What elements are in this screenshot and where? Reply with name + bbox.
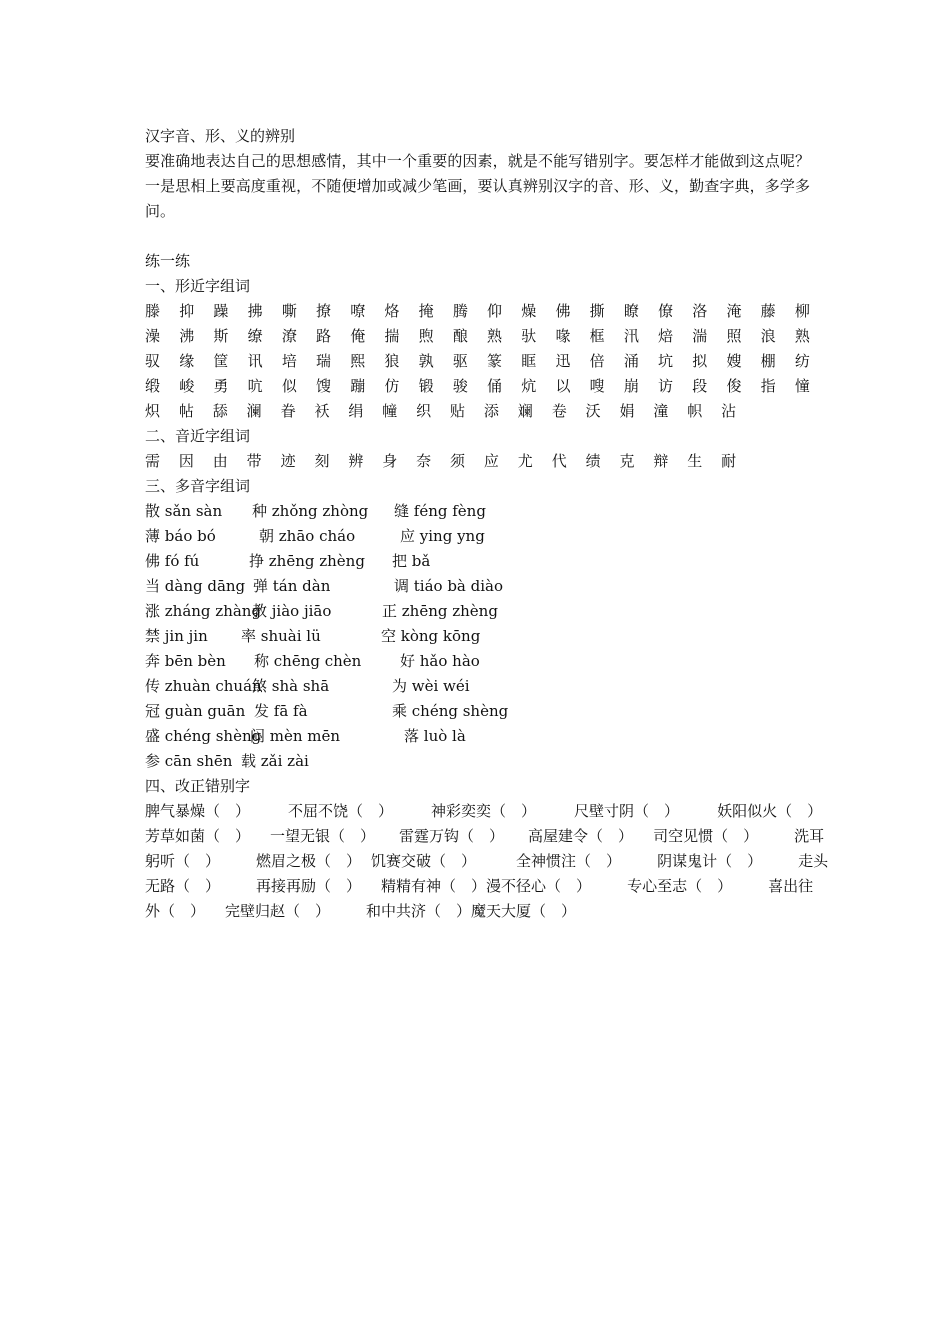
char-item: 吭 xyxy=(247,377,263,395)
char-item: 湍 xyxy=(692,327,708,345)
document-title: 汉字音、形、义的辨别 xyxy=(145,127,296,145)
char-item: 嘶 xyxy=(281,302,297,320)
char-item: 澜 xyxy=(246,402,262,420)
exercise-row xyxy=(145,799,823,824)
char-item: 筐 xyxy=(213,352,229,370)
polyphone-entry: 教 jiào jiāo xyxy=(252,602,332,620)
char-row xyxy=(145,374,810,399)
char-item: 潼 xyxy=(653,402,669,420)
char-item: 蹦 xyxy=(350,377,366,395)
char-item: 舔 xyxy=(212,402,228,420)
char-item: 藤 xyxy=(760,302,776,320)
exercise-item: 全神惯注（ ） xyxy=(516,852,622,870)
exercise-item: 洗耳 xyxy=(794,827,825,845)
char-item: 抑 xyxy=(179,302,195,320)
char-item: 躁 xyxy=(213,302,229,320)
polyphone-entry: 称 chēng chèn xyxy=(254,652,362,670)
char-item: 滕 xyxy=(145,302,161,320)
char-item: 熙 xyxy=(350,352,366,370)
exercise-item: 雷霆万钩（ ） xyxy=(399,827,505,845)
polyphone-entry: 种 zhǒng zhòng xyxy=(252,502,369,520)
char-item: 孰 xyxy=(418,352,434,370)
char-item: 带 xyxy=(246,452,262,470)
char-row xyxy=(145,349,810,374)
exercise-item: 高屋建令（ ） xyxy=(528,827,634,845)
char-item: 崩 xyxy=(623,377,639,395)
char-item: 浪 xyxy=(760,327,776,345)
polyphone-entry: 发 fā fà xyxy=(254,702,308,720)
polyphone-entry: 把 bǎ xyxy=(392,552,431,570)
char-item: 勇 xyxy=(213,377,229,395)
char-item: 熟 xyxy=(794,327,810,345)
polyphone-entry: 落 luò là xyxy=(404,727,466,745)
char-item: 添 xyxy=(483,402,499,420)
char-item: 因 xyxy=(178,452,194,470)
char-item: 瑞 xyxy=(316,352,332,370)
polyphone-row xyxy=(145,524,810,549)
char-item: 烙 xyxy=(384,302,400,320)
char-item: 倍 xyxy=(589,352,605,370)
char-item: 缘 xyxy=(179,352,195,370)
polyphone-entry: 率 shuài lü xyxy=(241,627,321,645)
char-item: 幢 xyxy=(382,402,398,420)
polyphone-entry: 调 tiáo bà diào xyxy=(394,577,504,595)
char-item: 袄 xyxy=(314,402,330,420)
char-item: 瞭 xyxy=(623,302,639,320)
polyphone-entry: 闷 mèn mēn xyxy=(250,727,341,745)
exercise-item: 司空见惯（ ） xyxy=(653,827,759,845)
char-item: 澡 xyxy=(145,327,161,345)
char-item: 俑 xyxy=(487,377,503,395)
char-item: 织 xyxy=(416,402,432,420)
char-item: 峻 xyxy=(179,377,195,395)
char-row xyxy=(145,449,810,474)
char-item: 斯 xyxy=(213,327,229,345)
char-item: 涌 xyxy=(623,352,639,370)
char-item: 生 xyxy=(687,452,703,470)
section1-heading: 一、形近字组词 xyxy=(145,277,251,295)
polyphone-entry: 正 zhēng zhèng xyxy=(382,602,498,620)
exercise-item: 一望无银（ ） xyxy=(270,827,376,845)
section2-heading: 二、音近字组词 xyxy=(145,427,251,445)
char-item: 俺 xyxy=(350,327,366,345)
polyphone-entry: 奔 bēn bèn xyxy=(145,652,226,670)
char-item: 指 xyxy=(760,377,776,395)
char-item: 嘹 xyxy=(350,302,366,320)
char-item: 路 xyxy=(316,327,332,345)
char-item: 僚 xyxy=(658,302,674,320)
char-item: 炕 xyxy=(521,377,537,395)
char-item: 刻 xyxy=(314,452,330,470)
polyphone-entry: 传 zhuàn chuán xyxy=(145,677,262,695)
polyphone-entry: 挣 zhēng zhèng xyxy=(249,552,365,570)
polyphone-entry: 涨 zháng zhàng xyxy=(145,602,262,620)
char-item: 培 xyxy=(281,352,297,370)
char-item: 讯 xyxy=(247,352,263,370)
polyphone-entry: 薄 báo bó xyxy=(145,527,216,545)
char-item: 沾 xyxy=(721,402,737,420)
polyphone-entry: 盛 chéng shèng xyxy=(145,727,262,745)
exercise-row xyxy=(145,849,829,874)
char-item: 淹 xyxy=(726,302,742,320)
polyphone-entry: 为 wèi wéi xyxy=(392,677,470,695)
exercise-item: 躬听（ ） xyxy=(145,852,221,870)
char-item: 需 xyxy=(145,452,161,470)
char-item: 眷 xyxy=(280,402,296,420)
char-item: 框 xyxy=(589,327,605,345)
char-item: 身 xyxy=(382,452,398,470)
char-item: 驮 xyxy=(521,327,537,345)
char-item: 煦 xyxy=(418,327,434,345)
polyphone-row xyxy=(145,699,810,724)
char-item: 骏 xyxy=(452,377,468,395)
char-item: 迅 xyxy=(555,352,571,370)
polyphone-entry: 禁 jin jin xyxy=(145,627,208,645)
polyphone-entry: 应 ying yng xyxy=(400,527,485,545)
char-item: 眶 xyxy=(521,352,537,370)
polyphone-entry: 冠 guàn guān xyxy=(145,702,246,720)
section2-grid xyxy=(145,449,810,474)
char-item: 洛 xyxy=(692,302,708,320)
polyphone-entry: 参 cān shēn xyxy=(145,752,233,770)
polyphone-entry: 空 kòng kōng xyxy=(381,627,481,645)
polyphone-row xyxy=(145,749,810,774)
exercise-item: 饥赛交破（ ） xyxy=(371,852,477,870)
char-item: 代 xyxy=(551,452,567,470)
exercise-item: 走头 xyxy=(798,852,829,870)
polyphone-row xyxy=(145,649,810,674)
exercise-item: 漫不径心（ ） xyxy=(486,877,592,895)
char-item: 坑 xyxy=(658,352,674,370)
char-item: 炽 xyxy=(145,402,161,420)
section4-list xyxy=(145,799,829,924)
char-item: 掩 xyxy=(418,302,434,320)
exercise-item: 尺壁寸阴（ ） xyxy=(574,802,680,820)
char-item: 喙 xyxy=(555,327,571,345)
char-item: 照 xyxy=(726,327,742,345)
polyphone-row xyxy=(145,724,810,749)
polyphone-entry: 佛 fó fú xyxy=(145,552,200,570)
char-item: 嗖 xyxy=(589,377,605,395)
char-item: 缭 xyxy=(247,327,263,345)
exercise-item: 阴谋鬼计（ ） xyxy=(657,852,763,870)
char-item: 俊 xyxy=(726,377,742,395)
char-item: 焙 xyxy=(658,327,674,345)
polyphone-entry: 散 sǎn sàn xyxy=(145,502,223,520)
char-item: 帖 xyxy=(178,402,194,420)
char-item: 腾 xyxy=(452,302,468,320)
char-item: 撕 xyxy=(589,302,605,320)
char-row xyxy=(145,399,810,424)
char-item: 斓 xyxy=(517,402,533,420)
char-item: 贴 xyxy=(450,402,466,420)
char-item: 仿 xyxy=(384,377,400,395)
exercise-item: 专心至志（ ） xyxy=(627,877,733,895)
char-item: 卷 xyxy=(551,402,567,420)
polyphone-row xyxy=(145,599,810,624)
char-item: 尤 xyxy=(517,452,533,470)
polyphone-entry: 朝 zhāo cháo xyxy=(259,527,356,545)
char-item: 驱 xyxy=(452,352,468,370)
intro-paragraph: 要准确地表达自己的思想感情，其中一个重要的因素，就是不能写错别字。要怎样才能做到这点呢？一是思相上要高度重视，不随便增加或减少笔画，要认真辨别汉字的音、形、义，勤查字典，多学多问。 xyxy=(145,152,810,220)
char-item: 克 xyxy=(619,452,635,470)
blank-line xyxy=(145,224,810,249)
char-item: 憧 xyxy=(794,377,810,395)
exercise-item: 无路（ ） xyxy=(145,877,221,895)
polyphone-entry: 弹 tán dàn xyxy=(253,577,331,595)
char-item: 纺 xyxy=(794,352,810,370)
char-item: 辩 xyxy=(653,452,669,470)
document-page xyxy=(145,124,829,924)
exercise-item: 和中共济（ ） xyxy=(366,902,472,920)
exercise-row xyxy=(145,824,825,849)
char-item: 沃 xyxy=(585,402,601,420)
polyphone-row xyxy=(145,549,810,574)
polyphone-entry: 载 zǎi zài xyxy=(241,752,309,770)
polyphone-row xyxy=(145,674,810,699)
exercise-item: 完壁归赵（ ） xyxy=(225,902,331,920)
char-item: 佛 xyxy=(555,302,571,320)
char-item: 狼 xyxy=(384,352,400,370)
exercise-item: 精精有神（ ） xyxy=(381,877,487,895)
char-item: 揣 xyxy=(384,327,400,345)
exercise-row xyxy=(145,899,810,924)
exercise-row xyxy=(145,874,814,899)
polyphone-row xyxy=(145,624,810,649)
char-item: 酿 xyxy=(452,327,468,345)
exercise-item: 脾气暴燥（ ） xyxy=(145,802,251,820)
exercise-item: 不屈不饶（ ） xyxy=(288,802,394,820)
char-item: 应 xyxy=(483,452,499,470)
exercise-item: 外（ ） xyxy=(145,902,206,920)
polyphone-row xyxy=(145,499,810,524)
section4-heading: 四、改正错别字 xyxy=(145,777,251,795)
exercise-item: 燃眉之极（ ） xyxy=(256,852,362,870)
char-item: 以 xyxy=(555,377,571,395)
exercise-item: 妖阳似火（ ） xyxy=(717,802,823,820)
char-item: 缎 xyxy=(145,377,161,395)
char-item: 潦 xyxy=(281,327,297,345)
section1-grid xyxy=(145,299,810,424)
char-item: 由 xyxy=(212,452,228,470)
char-item: 段 xyxy=(692,377,708,395)
char-item: 娟 xyxy=(619,402,635,420)
polyphone-entry: 缝 féng fèng xyxy=(394,502,486,520)
char-item: 奈 xyxy=(416,452,432,470)
char-item: 熟 xyxy=(487,327,503,345)
char-item: 撩 xyxy=(316,302,332,320)
polyphone-entry: 煞 shà shā xyxy=(252,677,330,695)
char-item: 篆 xyxy=(487,352,503,370)
char-item: 须 xyxy=(450,452,466,470)
exercise-item: 喜出往 xyxy=(768,877,814,895)
char-item: 棚 xyxy=(760,352,776,370)
char-row xyxy=(145,324,810,349)
polyphone-entry: 乘 chéng shèng xyxy=(392,702,509,720)
section3-heading: 三、多音字组词 xyxy=(145,477,251,495)
exercise-item: 再接再励（ ） xyxy=(256,877,362,895)
char-item: 仰 xyxy=(487,302,503,320)
char-row xyxy=(145,299,810,324)
practice-title: 练一练 xyxy=(145,252,191,270)
char-item: 嫂 xyxy=(726,352,742,370)
char-item: 辨 xyxy=(348,452,364,470)
char-item: 访 xyxy=(658,377,674,395)
polyphone-entry: 当 dàng dāng xyxy=(145,577,246,595)
section3-list xyxy=(145,499,810,774)
char-item: 驭 xyxy=(145,352,161,370)
char-item: 耐 xyxy=(721,452,737,470)
char-item: 绩 xyxy=(585,452,601,470)
char-item: 拟 xyxy=(692,352,708,370)
char-item: 馊 xyxy=(316,377,332,395)
char-item: 帜 xyxy=(687,402,703,420)
exercise-item: 芳草如菌（ ） xyxy=(145,827,251,845)
char-item: 柳 xyxy=(794,302,810,320)
char-item: 似 xyxy=(281,377,297,395)
exercise-item: 魔天大厦（ ） xyxy=(471,902,577,920)
char-item: 锻 xyxy=(418,377,434,395)
char-item: 沸 xyxy=(179,327,195,345)
char-item: 燥 xyxy=(521,302,537,320)
polyphone-entry: 好 hǎo hào xyxy=(400,652,480,670)
char-item: 汛 xyxy=(623,327,639,345)
exercise-item: 神彩奕奕（ ） xyxy=(431,802,537,820)
char-item: 拂 xyxy=(247,302,263,320)
char-item: 绢 xyxy=(348,402,364,420)
char-item: 迹 xyxy=(280,452,296,470)
polyphone-row xyxy=(145,574,810,599)
